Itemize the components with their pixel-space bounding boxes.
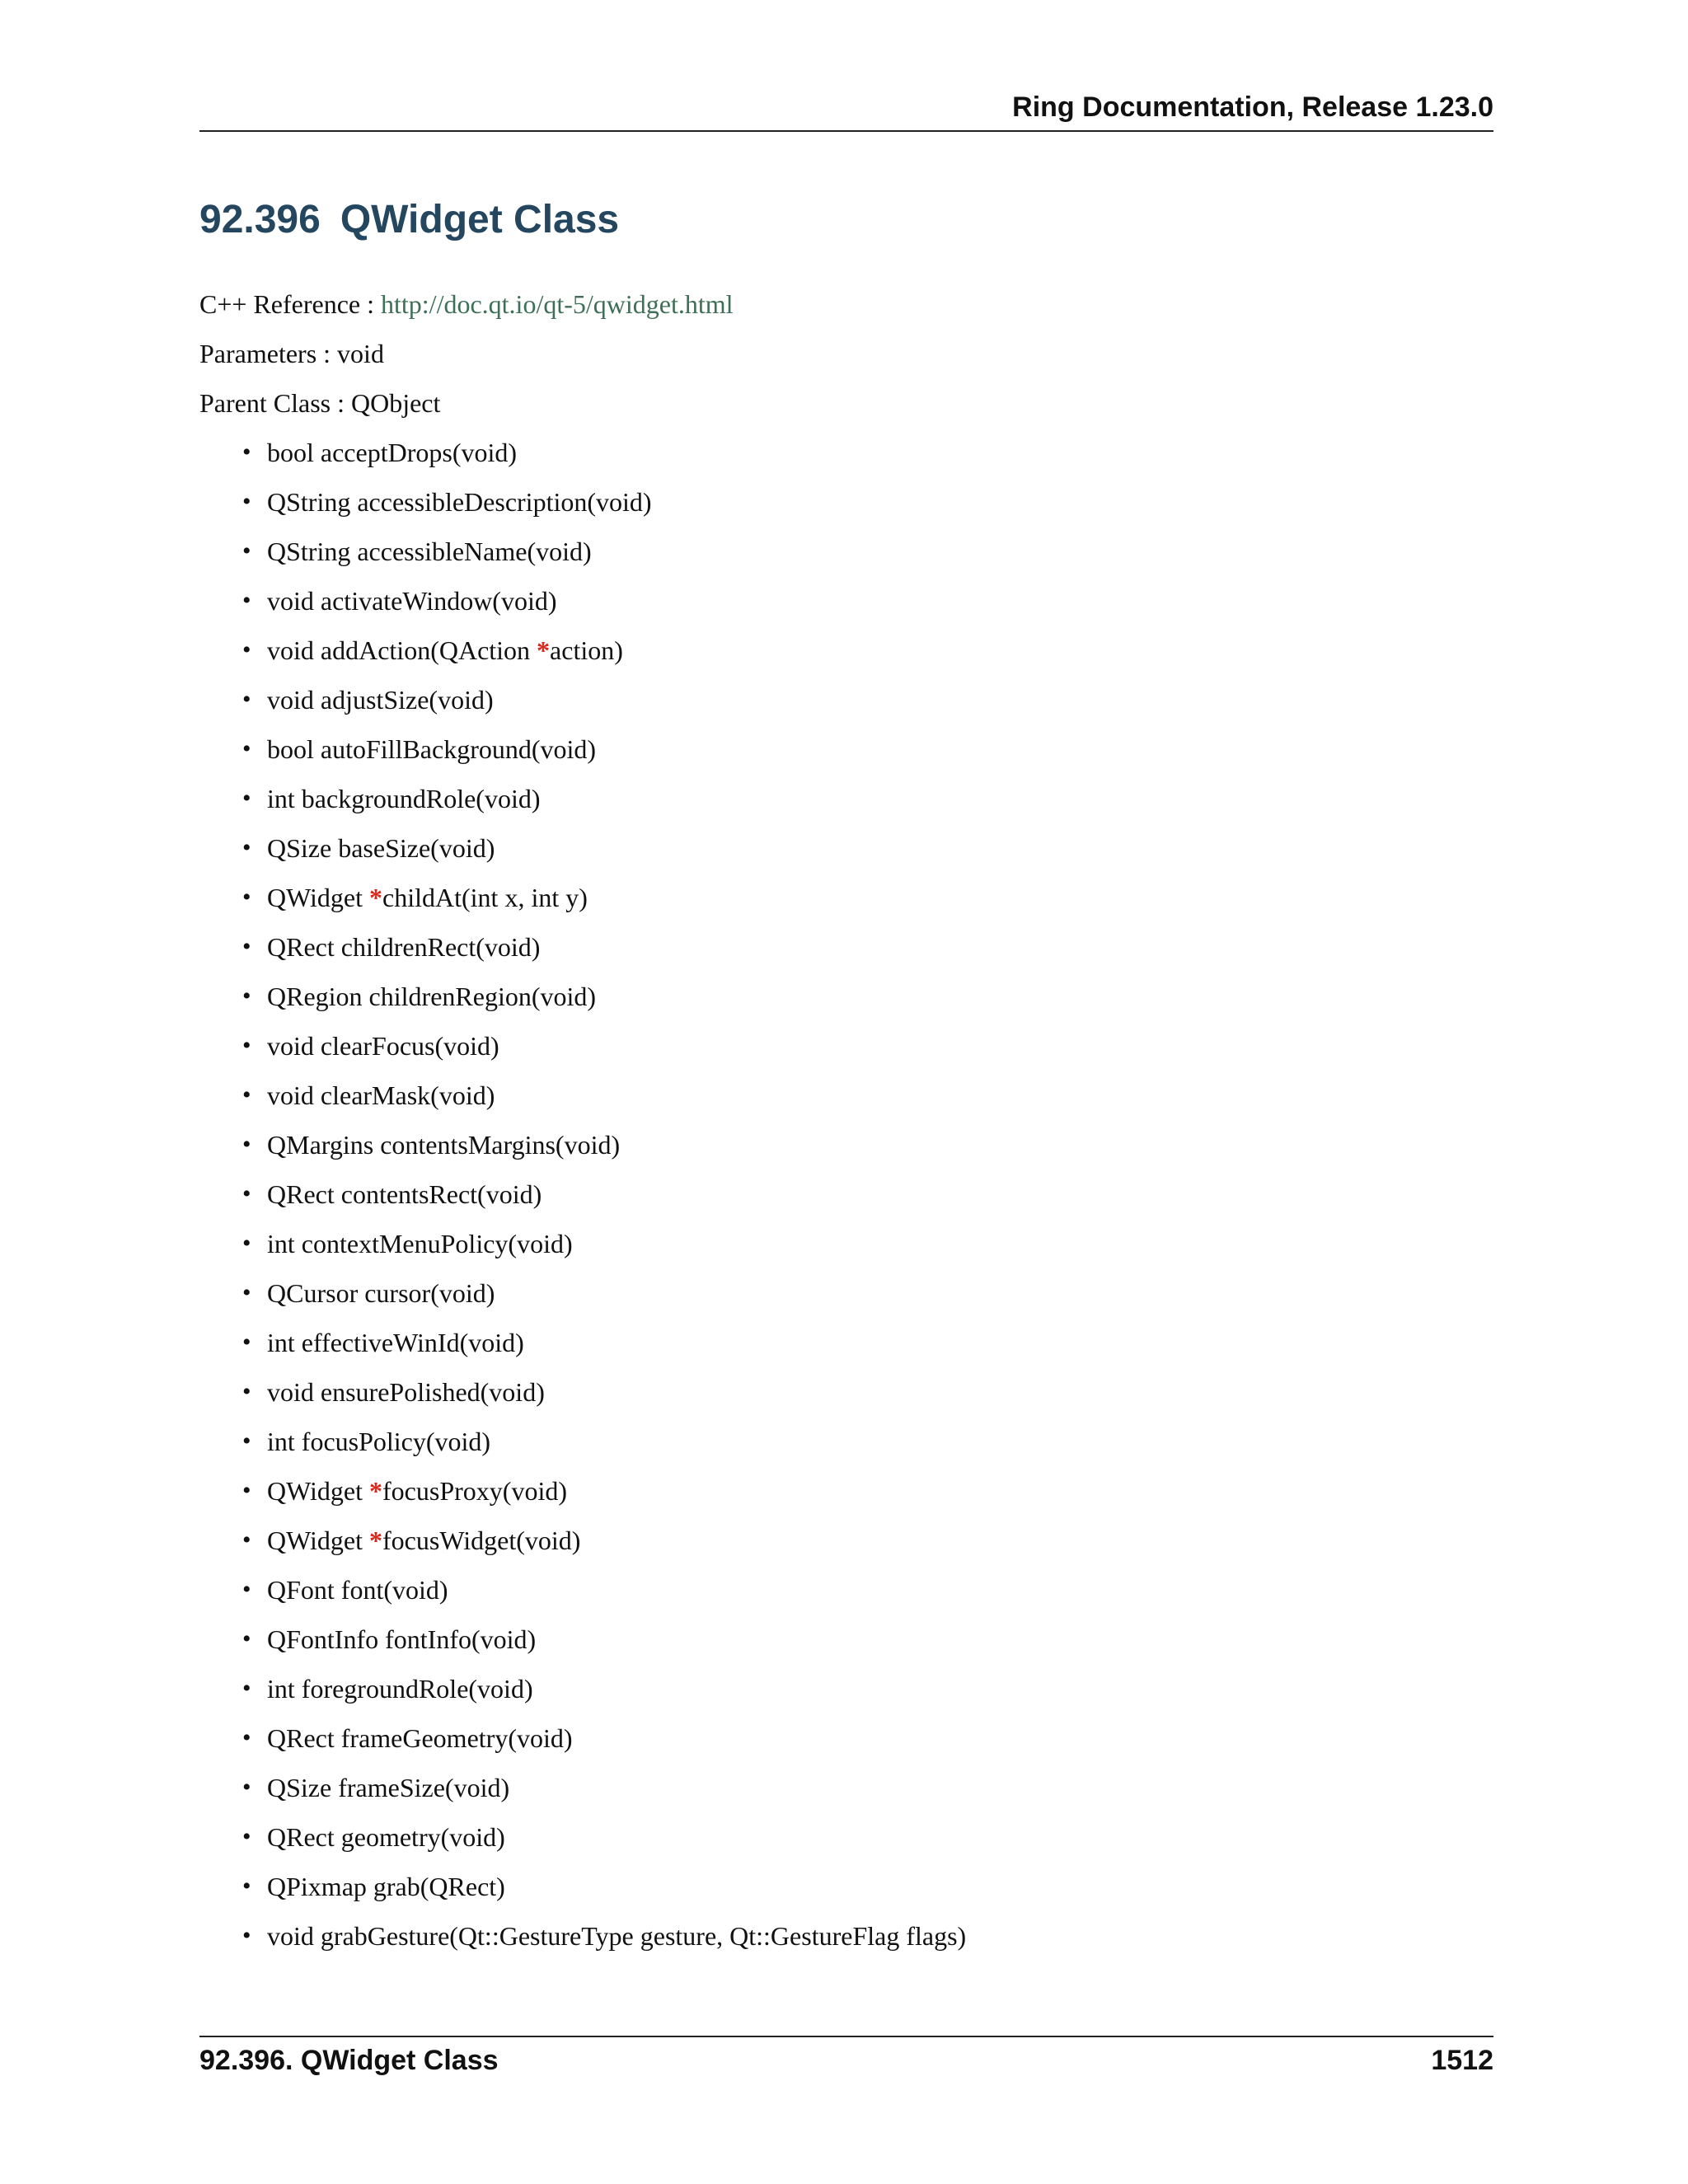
bullet-icon: •: [242, 1279, 251, 1306]
cpp-reference-link[interactable]: http://doc.qt.io/qt-5/qwidget.html: [381, 289, 734, 319]
method-item: [242, 675, 966, 724]
pointer-asterisk: *: [369, 883, 383, 912]
bullet-icon: •: [242, 1675, 251, 1702]
method-signature: QSize frameSize(void): [267, 1773, 510, 1802]
bullet-icon: •: [242, 1427, 251, 1455]
method-item: [242, 1862, 966, 1911]
pointer-asterisk: *: [369, 1476, 383, 1506]
bullet-icon: •: [242, 1378, 251, 1405]
method-list: [242, 428, 967, 1961]
parent-class-line: [199, 387, 440, 419]
method-item: [242, 1417, 966, 1466]
method-signature-rest: childAt(int x, int y): [382, 883, 588, 912]
method-item: [242, 1516, 966, 1565]
bullet-icon: •: [242, 438, 251, 466]
bullet-icon: •: [242, 1131, 251, 1158]
section-title: QWidget Class: [340, 198, 620, 241]
method-signature: QRect geometry(void): [267, 1822, 505, 1852]
method-item: [242, 972, 966, 1021]
method-signature: QRect contentsRect(void): [267, 1179, 542, 1209]
method-item: [242, 1219, 966, 1268]
pointer-asterisk: *: [369, 1526, 383, 1555]
method-signature: QString accessibleDescription(void): [267, 487, 652, 517]
bullet-icon: •: [242, 587, 251, 614]
method-signature-rest: action): [550, 635, 623, 665]
parent-class-label: Parent Class :: [199, 388, 351, 418]
method-signature-rest: focusWidget(void): [382, 1526, 581, 1555]
bullet-icon: •: [242, 1872, 251, 1900]
bullet-icon: •: [242, 1823, 251, 1850]
method-signature: int focusPolicy(void): [267, 1427, 491, 1456]
method-item: [242, 1169, 966, 1219]
parameters-label: Parameters :: [199, 339, 338, 368]
method-signature: QWidget: [267, 1526, 370, 1555]
method-signature: QString accessibleName(void): [267, 537, 592, 566]
method-item: [242, 1615, 966, 1664]
method-signature: QRect childrenRect(void): [267, 932, 541, 962]
method-item: [242, 1812, 966, 1862]
method-signature: void adjustSize(void): [267, 685, 494, 715]
bullet-icon: •: [242, 1032, 251, 1059]
method-item: [242, 1120, 966, 1169]
method-signature: void ensurePolished(void): [267, 1377, 545, 1407]
bullet-icon: •: [242, 735, 251, 762]
page-number: 1512: [1431, 2045, 1493, 2076]
method-item: [242, 1268, 966, 1318]
bullet-icon: •: [242, 1230, 251, 1257]
method-signature: QSize baseSize(void): [267, 833, 495, 863]
method-signature-rest: focusProxy(void): [382, 1476, 567, 1506]
method-item: [242, 428, 966, 477]
footer-section-label: 92.396. QWidget Class: [199, 2045, 499, 2076]
method-signature: QMargins contentsMargins(void): [267, 1130, 621, 1160]
method-item: [242, 1664, 966, 1713]
method-signature: QFontInfo fontInfo(void): [267, 1624, 537, 1654]
bullet-icon: •: [242, 1724, 251, 1751]
bullet-icon: •: [242, 636, 251, 663]
bullet-icon: •: [242, 982, 251, 1010]
method-item: [242, 527, 966, 576]
header-rule: [199, 130, 1493, 132]
bullet-icon: •: [242, 1526, 251, 1554]
bullet-icon: •: [242, 488, 251, 515]
running-header: Ring Documentation, Release 1.23.0: [1012, 91, 1493, 123]
method-signature: void addAction(QAction: [267, 635, 537, 665]
method-item: [242, 1713, 966, 1763]
method-signature: QRegion childrenRegion(void): [267, 982, 597, 1011]
parameters-line: [199, 337, 384, 370]
bullet-icon: •: [242, 1477, 251, 1504]
bullet-icon: •: [242, 785, 251, 812]
method-item: [242, 1021, 966, 1071]
method-signature: int effectiveWinId(void): [267, 1328, 524, 1357]
method-item: [242, 922, 966, 972]
method-signature: QFont font(void): [267, 1575, 448, 1605]
method-signature: int contextMenuPolicy(void): [267, 1229, 573, 1258]
cpp-reference-label: C++ Reference :: [199, 289, 381, 319]
method-signature: void clearMask(void): [267, 1080, 495, 1110]
method-item: [242, 1367, 966, 1417]
method-item: [242, 724, 966, 774]
method-item: [242, 1763, 966, 1812]
bullet-icon: •: [242, 1329, 251, 1356]
method-signature: bool acceptDrops(void): [267, 438, 518, 467]
method-signature: QPixmap grab(QRect): [267, 1872, 505, 1901]
section-heading: [199, 191, 619, 249]
method-signature: int foregroundRole(void): [267, 1674, 533, 1704]
method-item: [242, 823, 966, 873]
bullet-icon: •: [242, 686, 251, 713]
method-signature: QWidget: [267, 1476, 370, 1506]
section-number: 92.396: [199, 198, 321, 241]
method-item: [242, 1565, 966, 1615]
method-signature: QRect frameGeometry(void): [267, 1723, 573, 1753]
method-item: [242, 1318, 966, 1367]
method-item: [242, 626, 966, 675]
bullet-icon: •: [242, 933, 251, 960]
method-signature: QWidget: [267, 883, 370, 912]
method-item: [242, 1466, 966, 1516]
parameters-value: void: [337, 339, 384, 368]
bullet-icon: •: [242, 1576, 251, 1603]
bullet-icon: •: [242, 1625, 251, 1652]
bullet-icon: •: [242, 1081, 251, 1108]
cpp-reference-line: [199, 288, 734, 321]
parent-class-value: QObject: [350, 388, 441, 418]
method-item: [242, 576, 966, 626]
bullet-icon: •: [242, 883, 251, 911]
method-signature: int backgroundRole(void): [267, 784, 541, 813]
pointer-asterisk: *: [537, 635, 551, 665]
bullet-icon: •: [242, 1180, 251, 1207]
method-signature: void activateWindow(void): [267, 586, 557, 616]
method-signature: void grabGesture(Qt::GestureType gesture, Qt::GestureFlag flags): [267, 1921, 967, 1951]
method-signature: QCursor cursor(void): [267, 1278, 495, 1308]
method-signature: bool autoFillBackground(void): [267, 734, 597, 764]
method-item: [242, 873, 966, 922]
method-item: [242, 774, 966, 823]
page-footer: [199, 2044, 1493, 2077]
method-signature: void clearFocus(void): [267, 1031, 499, 1061]
footer-rule: [199, 2036, 1493, 2037]
bullet-icon: •: [242, 537, 251, 565]
bullet-icon: •: [242, 1922, 251, 1949]
method-item: [242, 477, 966, 527]
method-item: [242, 1071, 966, 1120]
bullet-icon: •: [242, 1774, 251, 1801]
method-item: [242, 1911, 967, 1961]
bullet-icon: •: [242, 834, 251, 861]
